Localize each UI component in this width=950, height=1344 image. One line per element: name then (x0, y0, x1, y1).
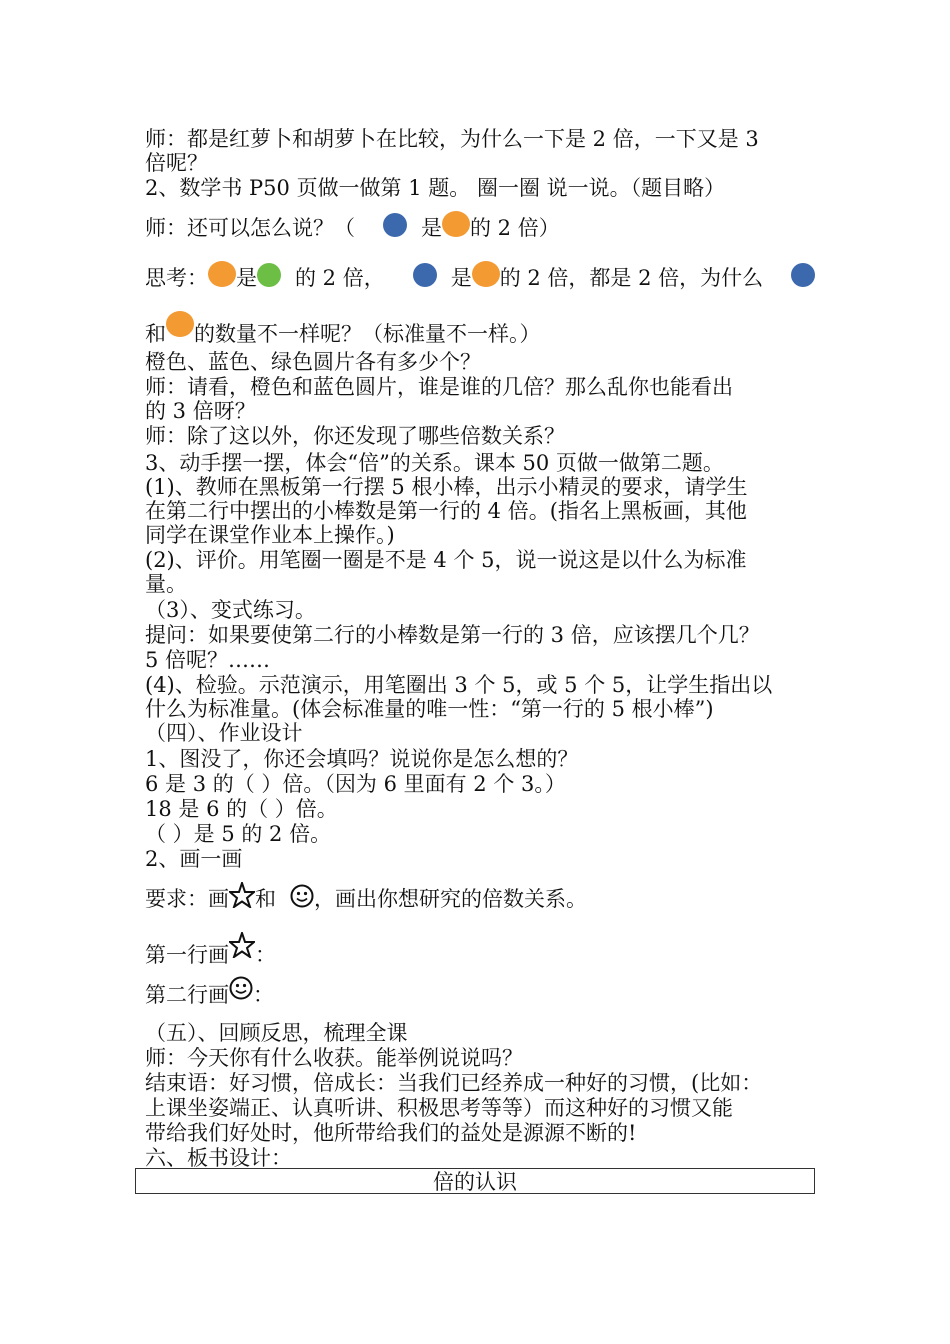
text-segment: 的数量不一样呢？（标准量不一样。） (194, 322, 541, 346)
text-segment: 思考： (145, 266, 208, 290)
board-design-box (135, 1168, 815, 1194)
blue-circle-icon (413, 263, 437, 287)
smiley-face-icon (229, 976, 253, 1000)
text-line (145, 882, 587, 911)
text-segment: 是 (236, 266, 257, 290)
text-line: 5 倍呢？…… (145, 648, 271, 672)
text-segment: 第一行画 (145, 943, 229, 967)
star-outline-icon (229, 882, 255, 908)
text-line: 2、画一画 (145, 847, 243, 871)
text-line: 师：请看，橙色和蓝色圆片，谁是谁的几倍？那么乱你也能看出 (145, 375, 733, 399)
text-line: 提问：如果要使第二行的小棒数是第一行的 3 倍，应该摆几个几？ (145, 623, 760, 647)
section-heading: （四）、作业设计 (145, 721, 303, 745)
text-segment: 和 (255, 887, 276, 911)
text-line: 师：除了这以外，你还发现了哪些倍数关系？ (145, 424, 565, 448)
section-heading: 六、板书设计： (145, 1146, 292, 1170)
text-line: (1)、教师在黑板第一行摆 5 根小棒，出示小精灵的要求，请学生 (145, 475, 748, 499)
green-circle-icon (257, 263, 281, 287)
text-line: 1、图没了，你还会填吗？说说你是怎么想的？ (145, 747, 579, 771)
text-segment: ： (253, 983, 274, 1007)
text-line: 倍呢？ (145, 151, 208, 175)
blue-circle-icon (791, 263, 815, 287)
text-segment: 师：还可以怎么说？（ (145, 216, 355, 240)
blue-circle-icon (383, 213, 407, 237)
orange-circle-icon (442, 211, 470, 237)
text-line: (2)、评价。用笔圈一圈是不是 4 个 5，说一说这是以什么为标准 (145, 548, 747, 572)
text-line: 上课坐姿端正、认真听讲、积极思考等等）而这种好的习惯又能 (145, 1096, 733, 1120)
text-line: 什么为标准量。(体会标准量的唯一性：“第一行的 5 根小棒”) (145, 697, 714, 721)
text-line: 3、动手摆一摆，体会“倍”的关系。课本 50 页做一做第二题。 (145, 451, 724, 475)
text-segment: ，画出你想研究的倍数关系。 (314, 887, 587, 911)
text-line: 师：都是红萝卜和胡萝卜在比较，为什么一下是 2 倍，一下又是 3 (145, 127, 759, 151)
text-line (145, 932, 276, 967)
text-line: 师：今天你有什么收获。能举例说说吗？ (145, 1046, 523, 1070)
text-line: 带给我们好处时，他所带给我们的益处是源源不断的! (145, 1121, 637, 1145)
section-heading: （五）、回顾反思，梳理全课 (145, 1021, 408, 1045)
text-segment: 第二行画 (145, 983, 229, 1007)
text-line: 量。 (145, 572, 187, 596)
board-title: 倍的认识 (433, 1170, 517, 1194)
text-line (145, 311, 541, 346)
text-line: 的 3 倍呀？ (145, 399, 256, 423)
text-segment: 要求：画 (145, 887, 229, 911)
text-line: 18 是 6 的（ ）倍。 (145, 797, 338, 821)
orange-circle-icon (166, 311, 194, 337)
text-line (145, 211, 560, 240)
text-line: 2、数学书 P50 页做一做第 1 题。 圈一圈 说一说。（题目略） (145, 176, 726, 200)
smiley-face-icon (290, 884, 314, 908)
text-segment: 的 2 倍， (295, 266, 385, 290)
text-segment: 的 2 倍） (470, 216, 560, 240)
text-line: (4)、检验。示范演示，用笔圈出 3 个 5，或 5 个 5，让学生指出以 (145, 673, 773, 697)
text-line: 在第二行中摆出的小棒数是第一行的 4 倍。(指名上黑板画，其他 (145, 499, 747, 523)
text-line: 结束语：好习惯，倍成长：当我们已经养成一种好的习惯，(比如： (145, 1071, 763, 1095)
text-segment: 是 (421, 216, 442, 240)
text-segment: ： (255, 943, 276, 967)
text-line: （ ）是 5 的 2 倍。 (145, 822, 332, 846)
text-segment: 的 2 倍，都是 2 倍，为什么 (499, 266, 764, 290)
text-line: 同学在课堂作业本上操作。) (145, 523, 395, 547)
text-line: （3）、变式练习。 (145, 598, 316, 622)
orange-circle-icon (208, 261, 236, 287)
orange-circle-icon (472, 261, 500, 287)
text-segment: 和 (145, 322, 166, 346)
text-line (145, 261, 815, 290)
text-segment: 是 (450, 266, 472, 290)
text-line (145, 976, 274, 1007)
text-line: 6 是 3 的（ ）倍。（因为 6 里面有 2 个 3。） (145, 772, 566, 796)
text-line: 橙色、蓝色、绿色圆片各有多少个？ (145, 350, 481, 374)
star-outline-icon (229, 932, 255, 958)
